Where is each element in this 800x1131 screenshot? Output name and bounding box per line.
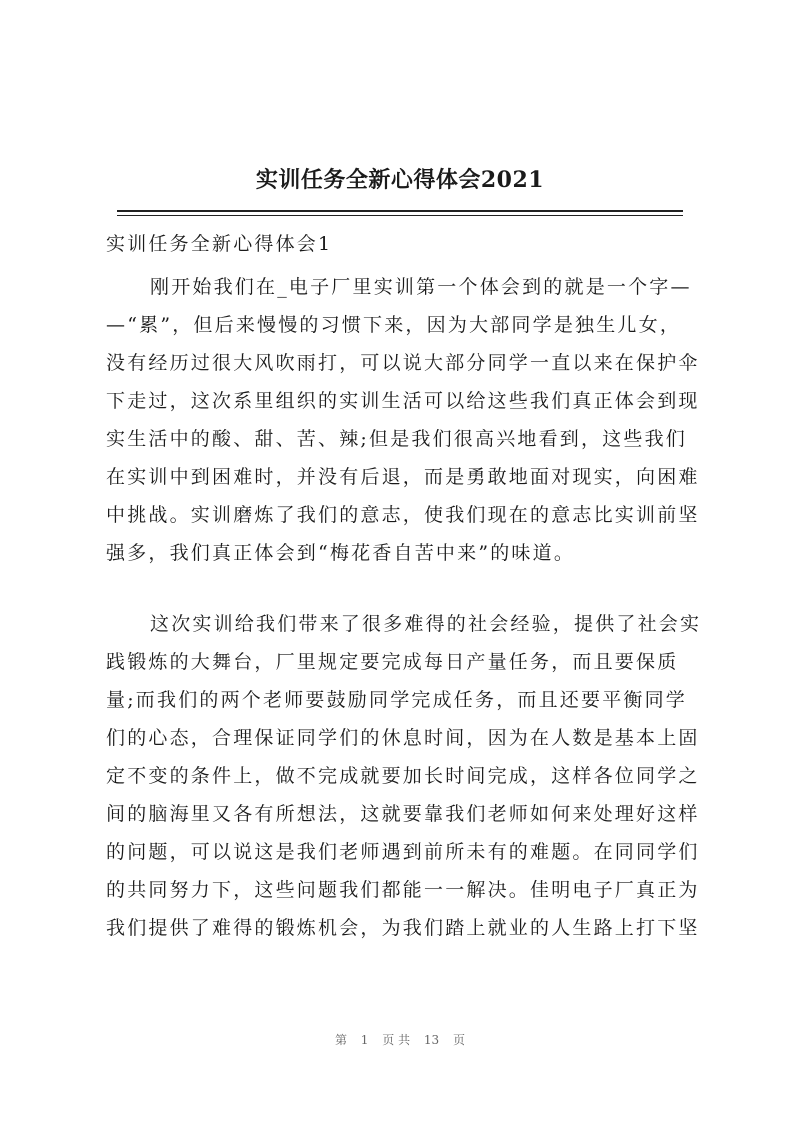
paragraph-line: 的共同努力下，这些问题我们都能一一解决。佳明电子厂真正为 — [106, 879, 700, 901]
paragraph-line: 我们提供了难得的锻炼机会，为我们踏上就业的人生路上打下坚 — [106, 917, 700, 939]
section-heading: 实训任务全新心得体会1 — [106, 233, 333, 255]
paragraph-line: 下走过，这次系里组织的实训生活可以给这些我们真正体会到现 — [106, 390, 700, 412]
paragraph-line: 实生活中的酸、甜、苦、辣;但是我们很高兴地看到，这些我们 — [106, 428, 688, 450]
paragraph-line: 这次实训给我们带来了很多难得的社会经验，提供了社会实 — [150, 613, 702, 635]
paragraph-line: 的问题，可以说这是我们老师遇到前所未有的难题。在同同学们 — [106, 841, 700, 863]
document-title: 实训任务全新心得体会2021 — [255, 167, 545, 193]
paragraph-line: 在实训中到困难时，并没有后退，而是勇敢地面对现实，向困难 — [106, 466, 700, 488]
page-footer — [0, 1031, 800, 1048]
paragraph-line: 践锻炼的大舞台，厂里规定要完成每日产量任务，而且要保质 — [106, 651, 679, 673]
footer-label-di: 第 — [334, 1033, 347, 1047]
paragraph-line: 中挑战。实训磨炼了我们的意志，使我们现在的意志比实训前坚 — [106, 504, 700, 526]
paragraph-line: 定不变的条件上，做不完成就要加长时间完成，这样各位同学之 — [106, 765, 700, 787]
paragraph-line: 量;而我们的两个老师要鼓励同学完成任务，而且还要平衡同学 — [106, 689, 688, 711]
title-rule-thick — [117, 210, 683, 212]
paragraph-line: 强多，我们真正体会到“梅花香自苦中来”的味道。 — [106, 542, 576, 564]
paragraph-line: 间的脑海里又各有所想法，这就要靠我们老师如何来处理好这样 — [106, 803, 700, 825]
paragraph-2 — [106, 605, 704, 947]
footer-label-ye: 页 — [453, 1033, 466, 1047]
paragraph-line: 没有经历过很大风吹雨打，可以说大部分同学一直以来在保护伞 — [106, 352, 700, 374]
title-rule-thin — [117, 215, 683, 216]
paragraph-line: 们的心态，合理保证同学们的休息时间，因为在人数是基本上固 — [106, 727, 700, 749]
footer-page-total: 13 — [423, 1033, 440, 1047]
footer-page-current: 1 — [360, 1033, 369, 1047]
paragraph-line: —“累”，但后来慢慢的习惯下来，因为大部同学是独生儿女， — [106, 314, 682, 336]
paragraph-1 — [106, 268, 704, 572]
paragraph-line: 刚开始我们在_电子厂里实训第一个体会到的就是一个字— — [150, 276, 692, 298]
footer-label-ye-gong: 页 共 — [382, 1033, 411, 1047]
